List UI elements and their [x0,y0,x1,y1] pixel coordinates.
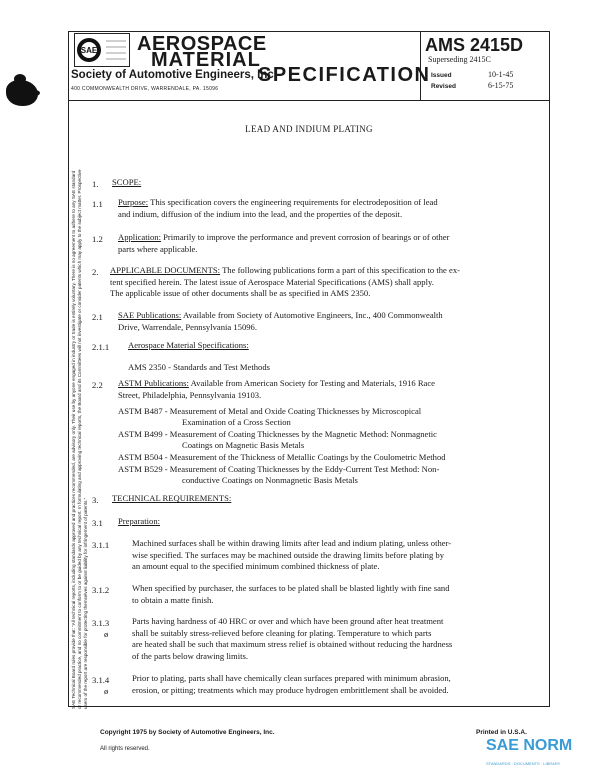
revision-mark: ø [104,629,109,639]
revision-mark: ø [104,686,109,696]
section-number: 3. [92,495,99,505]
section-number: 3.1.1 [92,540,110,550]
section-number: 3.1.3 [92,618,110,628]
section-3-1-1: Machined surfaces shall be within drawing limits after lead and indium plating, unless other- wise specified. The surfaces may be machined outside the drawing limits before plating by an amount equal to the specified minimum combined thickness of plate. [132,538,452,571]
section-2-1: SAE Publications: Available from Society of Automotive Engineers, Inc., 400 Commonwealth Drive, Warrendale, Pennsylvania 15096. [118,310,443,332]
issued-date: 10-1-45 [488,70,514,79]
sae-logo-icon [74,33,130,67]
section-number: 1. [92,179,99,189]
reference-ams2350: AMS 2350 - Standards and Test Methods [128,362,270,372]
svg-text:SAE: SAE [80,46,98,55]
reference-astm-b487: ASTM B487 - Measurement of Metal and Oxide Coating Thicknesses by Microscopical [118,406,422,416]
section-2-1-1: Aerospace Material Specifications: [128,340,249,350]
disclaimer-sidebar: SAE Technical Board rules provide that: "All technical reports, including standards approved and practices recommended, are advisory only. Their use by anyone engaged in industry or trade is entirely voluntary. There is no agreement to adhere to any SAE standard or recommended practice, and no commitment to conform to or be guided by any technical report. In formulating and approving technical reports, the Board and its Committees will not investigate or consider patents which may apply to the subject matter. Prospective users of the report are responsible for protecting themselves against liability for infringement of patents." [71,169,88,709]
title-material: MATERIAL [151,49,261,71]
section-number: 2.1 [92,312,103,322]
section-number: 3.1.4 [92,675,110,685]
section-2: APPLICABLE DOCUMENTS: The following publications form a part of this specification to the ex- tent specified herein. The latest issue of Aerospace Material Specifications (AMS) shall apply. The applicable issue of other documents shall be as specified in AMS 2350. [110,265,460,298]
section-3-1-3: Parts having hardness of 40 HRC or over and which have been ground after heat treatment shall be suitably stress-relieved before cleaning for plating. Temperature to which parts are heated shall be such that maximum stress relief is obtained without reducing the hardness of the parts below drawing limits. [132,616,453,661]
reference-astm-b529-cont: conductive Coatings on Nonmagnetic Basis Metals [182,475,358,485]
reference-astm-b499-cont: Coatings on Magnetic Basis Metals [182,440,305,450]
section-number: 2. [92,267,99,277]
scan-blot [30,90,40,96]
title-aerospace: AEROSPACE [137,33,267,55]
watermark-subtitle: STANDARDS · DOCUMENTS · LIBRARY [486,761,561,766]
superseding: Superseding 2415C [428,55,491,64]
section-2-2: ASTM Publications: Available from American Society for Testing and Materials, 1916 Race Street, Philadelphia, Pennsylvania 19103. [118,378,435,400]
section-number: 2.1.1 [92,342,110,352]
section-3-1-2: When specified by purchaser, the surfaces to be plated shall be blasted lightly with fine sand to obtain a matte finish. [132,583,450,605]
printed-in: Printed in U.S.A. [476,729,527,736]
section-3-1: Preparation: [118,516,160,526]
revised-label: Revised [431,83,456,90]
section-number: 1.1 [92,199,103,209]
reference-astm-b499: ASTM B499 - Measurement of Coating Thicknesses by the Magnetic Method: Nonmagnetic [118,429,437,439]
scan-blot [14,74,26,84]
copyright: Copyright 1975 by Society of Automotive Engineers, Inc. [100,729,275,736]
spec-number: AMS 2415D [425,35,524,55]
title-specification: SPECIFICATION [258,64,431,86]
document-title: LEAD AND INDIUM PLATING [245,124,373,134]
watermark-logo: SAE NORM [486,737,573,754]
reference-astm-b529: ASTM B529 - Measurement of Coating Thicknesses by the Eddy-Current Test Method: Non- [118,464,440,474]
section-number: 3.1.2 [92,585,110,595]
revised-date: 6-15-75 [488,81,514,90]
section-heading-technical: TECHNICAL REQUIREMENTS: [112,493,232,503]
society-name: Society of Automotive Engineers, Inc. [71,69,277,81]
reference-astm-b504: ASTM B504 - Measurement of the Thickness of Metallic Coatings by the Coulometric Method [118,452,446,462]
section-number: 1.2 [92,234,103,244]
section-number: 3.1 [92,518,103,528]
reference-astm-b487-cont: Examination of a Cross Section [182,417,291,427]
section-3-1-4: Prior to plating, parts shall have chemically clean surfaces prepared with minimum abrasion, erosion, or pitting; treatments which may produce hydrogen embrittlement shall be avoided. [132,673,451,695]
section-heading-scope: SCOPE: [112,177,142,187]
section-number: 2.2 [92,380,103,390]
rights-reserved: All rights reserved. [100,746,150,752]
issued-label: Issued [431,72,452,79]
section-1-2: Application: Primarily to improve the performance and prevent corrosion of bearings or of other parts where applicable. [118,232,450,254]
society-address: 400 COMMONWEALTH DRIVE, WARRENDALE, PA. 15096 [71,86,219,92]
header-divider [68,100,550,101]
section-1-1: Purpose: This specification covers the engineering requirements for electrodeposition of lead and indium, diffusion of the indium into the lead, and the properties of the deposit. [118,197,438,219]
